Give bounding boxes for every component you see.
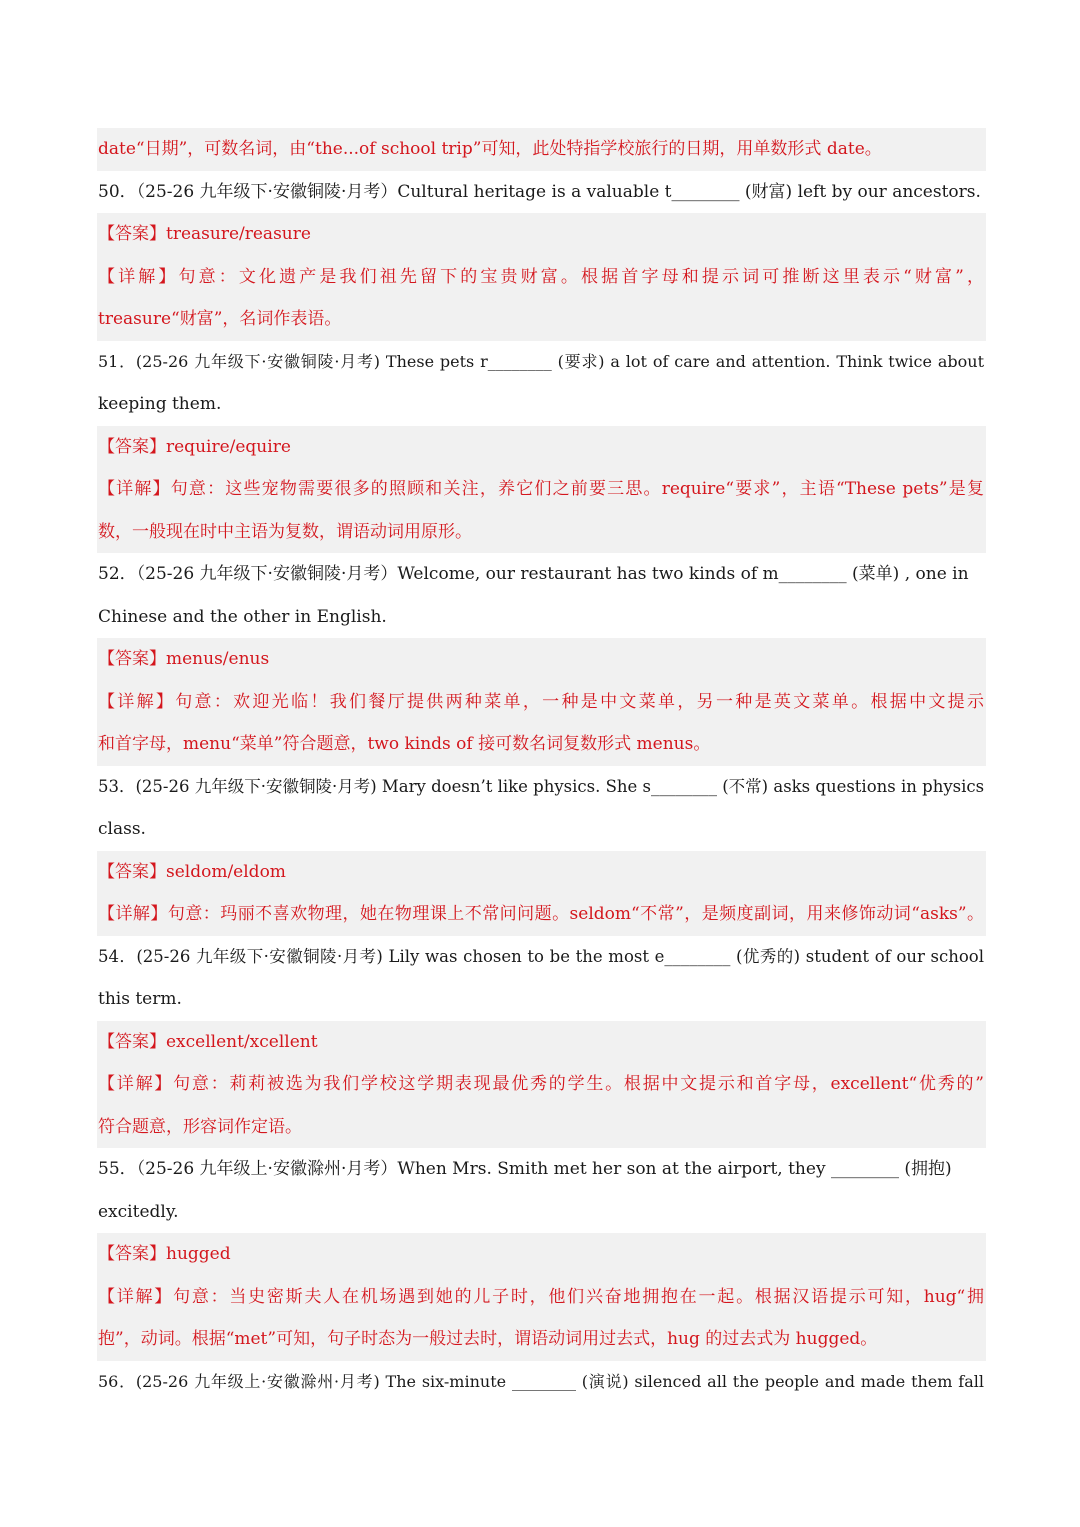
question-line: 53．(25-26 九年级下·安徽铜陵·月考) Mary doesn’t like physics. She s________ (不常) asks questions in physics: [98, 776, 985, 796]
question-line: 51．(25-26 九年级下·安徽铜陵·月考) These pets r________ (要求) a lot of care and attention. Think twice about: [98, 351, 984, 371]
question-line: this term.: [98, 989, 182, 1009]
answer-line: 和首字母，menu“菜单”符合题意，two kinds of 接可数名词复数形式 menus。: [97, 723, 986, 766]
answer-line: 【答案】require/equire: [97, 426, 986, 469]
answer-line: 【详解】句意：文化遗产是我们祖先留下的宝贵财富。根据首字母和提示词可推断这里表示“财富”，: [97, 256, 986, 299]
question-line: excitedly.: [98, 1201, 179, 1222]
answer-line: 数，一般现在时中主语为复数，谓语动词用原形。: [97, 511, 986, 554]
answer-line: 【答案】menus/enus: [97, 638, 986, 681]
answer-line: 【答案】seldom/eldom: [97, 851, 986, 894]
question-line: 56．(25-26 九年级上·安徽滁州·月考) The six-minute ________ (演说) silenced all the people and made them fall: [98, 1371, 984, 1391]
question-line: 52．（25-26 九年级下·安徽铜陵·月考）Welcome, our restaurant has two kinds of m________ (菜单) , one in: [98, 564, 969, 584]
answer-line: 【答案】hugged: [97, 1233, 986, 1276]
answer-line: treasure“财富”，名词作表语。: [97, 298, 986, 341]
exercise-content: [97, 128, 986, 1403]
answer-line: date“日期”，可数名词，由“the...of school trip”可知，此处特指学校旅行的日期，用单数形式 date。: [97, 128, 986, 171]
answer-line: 【详解】句意：欢迎光临！我们餐厅提供两种菜单，一种是中文菜单，另一种是英文菜单。根据中文提示: [97, 681, 986, 724]
answer-line: 符合题意，形容词作定语。: [97, 1106, 986, 1149]
question-line: keeping them.: [98, 394, 222, 414]
answer-line: 【详解】句意：莉莉被选为我们学校这学期表现最优秀的学生。根据中文提示和首字母，excellent“优秀的”: [97, 1063, 986, 1106]
answer-line: 【答案】treasure/reasure: [97, 213, 986, 256]
question-line: 55．（25-26 九年级上·安徽滁州·月考）When Mrs. Smith met her son at the airport, they ________ (拥抱): [98, 1159, 952, 1179]
question-line: Chinese and the other in English.: [98, 606, 387, 627]
answer-line: 【答案】excellent/xcellent: [97, 1021, 986, 1064]
question-line: 50．（25-26 九年级下·安徽铜陵·月考）Cultural heritage is a valuable t________ (财富) left by our ancestors.: [98, 181, 981, 202]
answer-line: 【详解】句意：这些宠物需要很多的照顾和关注，养它们之前要三思。require“要求”，主语“These pets”是复: [97, 468, 986, 511]
answer-line: 【详解】句意：当史密斯夫人在机场遇到她的儿子时，他们兴奋地拥抱在一起。根据汉语提示可知，hug“拥: [97, 1276, 986, 1319]
question-line: class.: [98, 819, 146, 839]
answer-line: 【详解】句意：玛丽不喜欢物理，她在物理课上不常问问题。seldom“不常”，是频度副词，用来修饰动词“asks”。: [97, 893, 986, 936]
answer-line: 抱”，动词。根据“met”可知，句子时态为一般过去时，谓语动词用过去式，hug 的过去式为 hugged。: [97, 1318, 986, 1361]
question-line: 54．(25-26 九年级下·安徽铜陵·月考) Lily was chosen to be the most e________ (优秀的) student of our school: [98, 946, 984, 966]
